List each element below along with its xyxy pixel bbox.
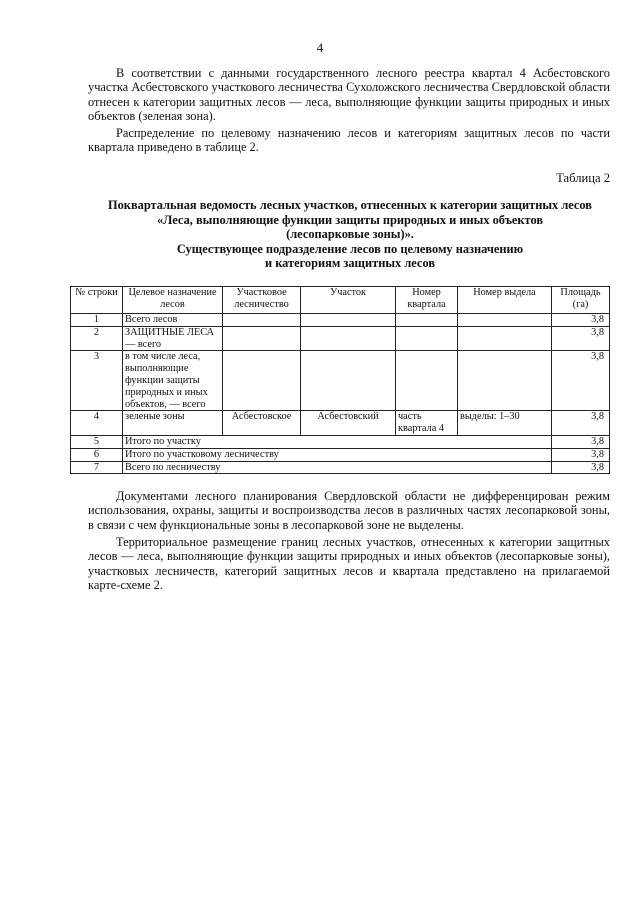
table-row bbox=[71, 351, 610, 411]
header-plot: Участок bbox=[301, 287, 396, 314]
total-area: 3,8 bbox=[552, 448, 610, 461]
row-area: 3,8 bbox=[552, 326, 610, 351]
row-allotment bbox=[458, 314, 552, 327]
table-row bbox=[71, 326, 610, 351]
row-quarter bbox=[396, 326, 458, 351]
total-no: 5 bbox=[71, 435, 123, 448]
total-label: Всего по лесничеству bbox=[123, 461, 552, 474]
total-row bbox=[71, 435, 610, 448]
row-quarter bbox=[396, 314, 458, 327]
total-area: 3,8 bbox=[552, 461, 610, 474]
distribution-paragraph: Распределение по целевому назначению лесов и категориям защитных лесов по части квартала приведено в таблице 2. bbox=[88, 126, 610, 155]
row-plot: Асбестовский bbox=[301, 411, 396, 436]
header-area: Площадь (га) bbox=[552, 287, 610, 314]
table-label: Таблица 2 bbox=[556, 171, 610, 185]
row-area: 3,8 bbox=[552, 351, 610, 411]
heading-line-2: «Леса, выполняющие функции защиты природных и иных объектов bbox=[156, 212, 544, 227]
table-header-row bbox=[71, 287, 610, 314]
row-plot bbox=[301, 314, 396, 327]
header-district: Участковое лесничество bbox=[223, 287, 301, 314]
table-row bbox=[71, 314, 610, 327]
row-purpose: Всего лесов bbox=[123, 314, 223, 327]
row-allotment bbox=[458, 326, 552, 351]
intro-paragraph: В соответствии с данными государственного лесного реестра квартал 4 Асбестовского участка Асбестовского участкового лесничества Сухоложского лесничества Свердловской области отнесен к категории защитных лесов — леса, выполняющие функции защиты природных и иных объектов (зеленая зона). bbox=[88, 66, 610, 123]
page-number: 4 bbox=[316, 40, 324, 55]
heading-line-1: Поквартальная ведомость лесных участков, отнесенных к категории защитных лесов bbox=[107, 198, 593, 212]
row-district: Асбестовское bbox=[223, 411, 301, 436]
row-district bbox=[223, 314, 301, 327]
row-purpose: в том числе леса, выполняющие функции защиты природных и иных объектов, — всего bbox=[123, 351, 223, 411]
total-row bbox=[71, 461, 610, 474]
row-no: 3 bbox=[71, 351, 123, 411]
row-district bbox=[223, 351, 301, 411]
forest-table bbox=[70, 286, 610, 474]
row-allotment: выделы: 1–30 bbox=[458, 411, 552, 436]
row-no: 1 bbox=[71, 314, 123, 327]
total-row bbox=[71, 448, 610, 461]
header-row-no: № строки bbox=[71, 287, 123, 314]
map-paragraph: Территориальное размещение границ лесных участков, отнесенных к категории защитных лесов — леса, выполняющие функции защиты природных и иных объектов (лесопарковые зоны), участковых лесничеств, категорий защитных лесов и квартала представлено на прилагаемой карте-схеме 2. bbox=[88, 535, 610, 592]
table-row bbox=[71, 411, 610, 436]
row-no: 4 bbox=[71, 411, 123, 436]
total-no: 6 bbox=[71, 448, 123, 461]
header-quarter: Номер квартала bbox=[396, 287, 458, 314]
total-no: 7 bbox=[71, 461, 123, 474]
row-area: 3,8 bbox=[552, 314, 610, 327]
row-district bbox=[223, 326, 301, 351]
row-quarter bbox=[396, 351, 458, 411]
heading-line-5: и категориям защитных лесов bbox=[264, 256, 436, 271]
row-plot bbox=[301, 351, 396, 411]
planning-paragraph: Документами лесного планирования Свердловской области не дифференцирован режим использования, охраны, защиты и воспроизводства лесов в различных частях лесопарковой зоны, в связи с чем функциональные зоны в лесопарковой зоне не выделены. bbox=[88, 489, 610, 532]
row-no: 2 bbox=[71, 326, 123, 351]
row-purpose: ЗАЩИТНЫЕ ЛЕСА — всего bbox=[123, 326, 223, 351]
row-plot bbox=[301, 326, 396, 351]
row-purpose: зеленые зоны bbox=[123, 411, 223, 436]
table-heading bbox=[80, 198, 620, 271]
header-allotment: Номер выдела bbox=[458, 287, 552, 314]
total-label: Итого по участковому лесничеству bbox=[123, 448, 552, 461]
total-label: Итого по участку bbox=[123, 435, 552, 448]
row-allotment bbox=[458, 351, 552, 411]
heading-line-3: (лесопарковые зоны)». bbox=[286, 227, 414, 242]
header-purpose: Целевое назначение лесов bbox=[123, 287, 223, 314]
heading-line-4: Существующее подразделение лесов по целевому назначению bbox=[176, 241, 524, 256]
row-area: 3,8 bbox=[552, 411, 610, 436]
total-area: 3,8 bbox=[552, 435, 610, 448]
row-quarter: часть квартала 4 bbox=[396, 411, 458, 436]
